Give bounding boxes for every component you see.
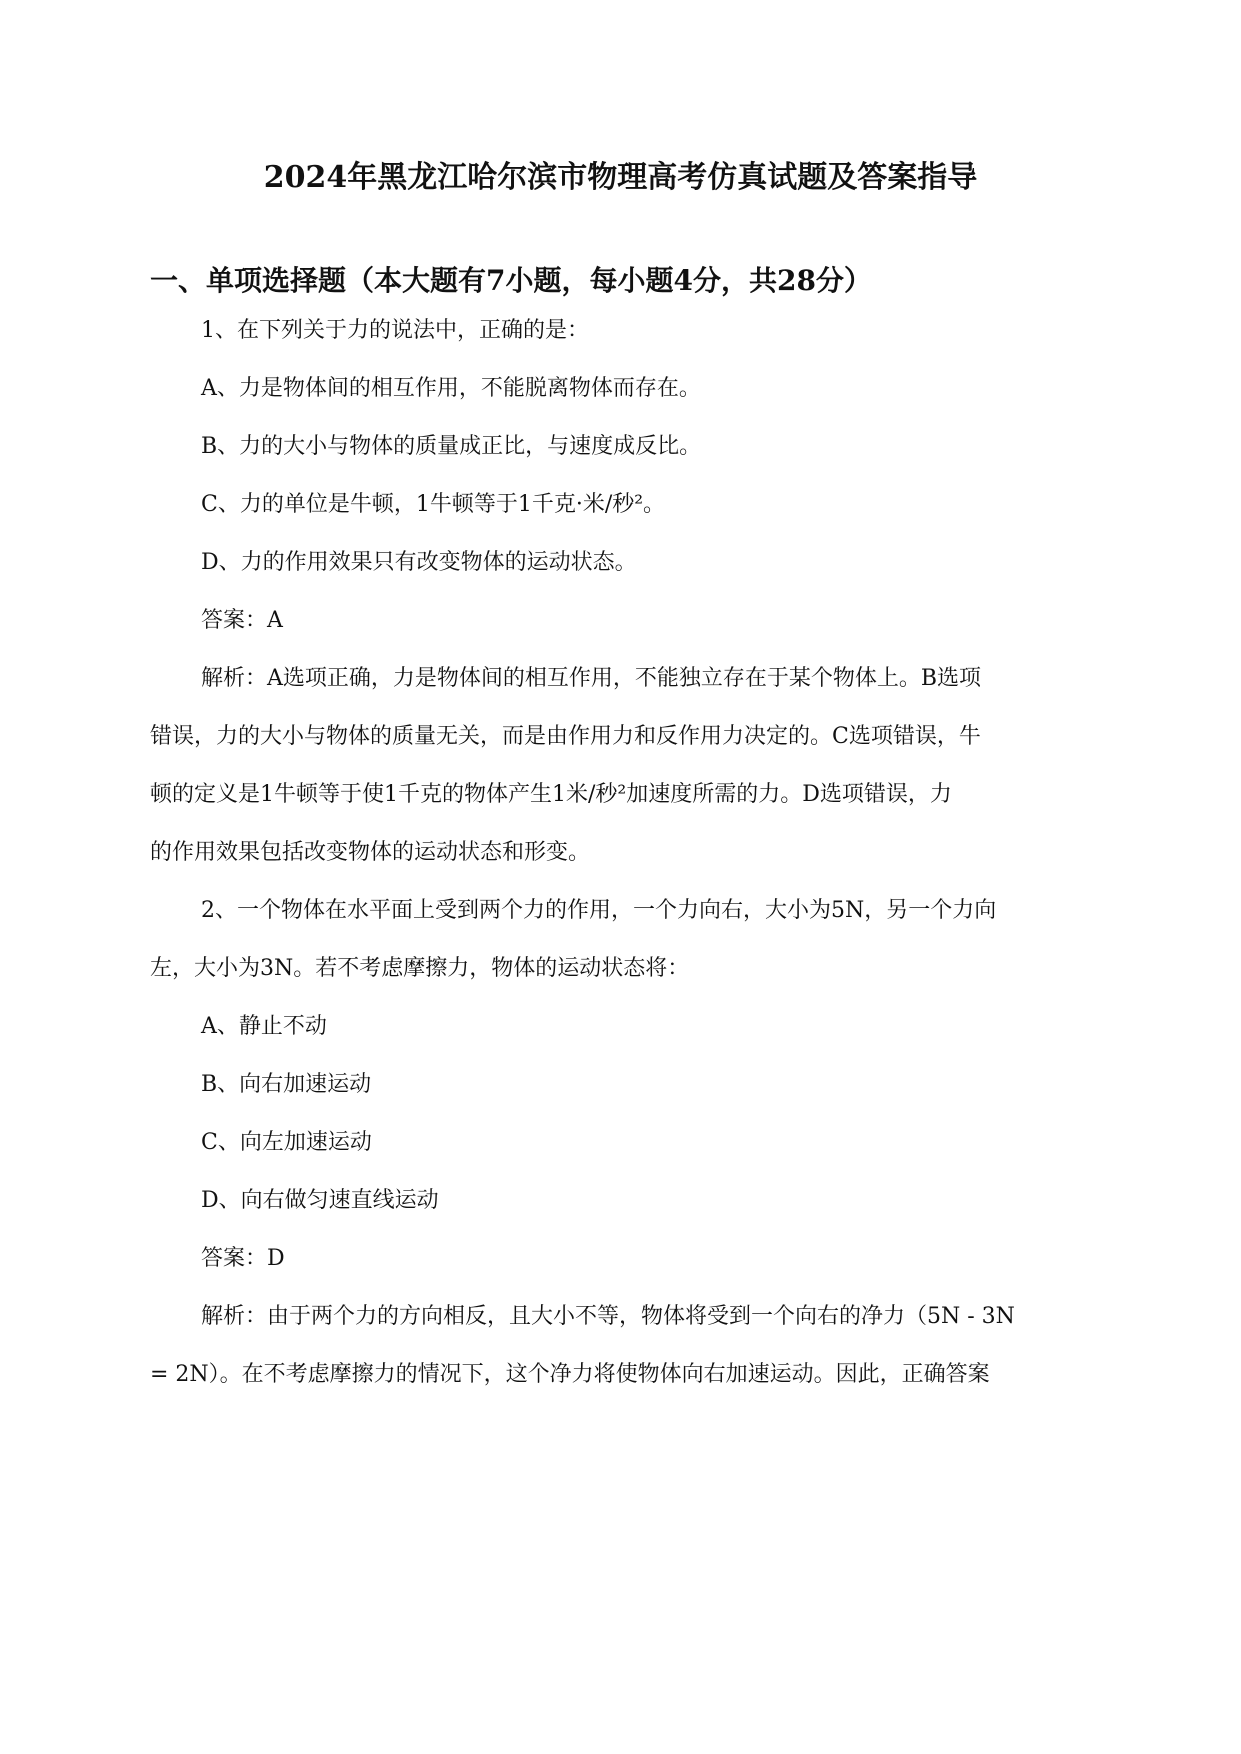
- question-2-option-b: B、向右加速运动: [201, 1072, 372, 1097]
- question-2-option-a: A、静止不动: [201, 1014, 327, 1039]
- question-1-option-c: C、力的单位是牛顿，1牛顿等于1千克·米/秒²。: [201, 492, 666, 517]
- question-2-option-c: C、向左加速运动: [201, 1130, 372, 1155]
- question-2-answer: 答案：D: [201, 1246, 285, 1271]
- question-1-analysis-line: 的作用效果包括改变物体的运动状态和形变。: [150, 840, 591, 865]
- section-heading: 一、单项选择题（本大题有7小题，每小题4分，共28分）: [150, 264, 872, 297]
- question-1-option-b: B、力的大小与物体的质量成正比，与速度成反比。: [201, 434, 702, 459]
- document-title: 2024年黑龙江哈尔滨市物理高考仿真试题及答案指导: [263, 160, 978, 195]
- question-2-stem: 左，大小为3N。若不考虑摩擦力，物体的运动状态将：: [150, 956, 690, 981]
- question-2-option-d: D、向右做匀速直线运动: [201, 1188, 439, 1213]
- question-2-stem: 2、一个物体在水平面上受到两个力的作用，一个力向右，大小为5N，另一个力向: [201, 898, 997, 923]
- question-1-analysis-line: 顿的定义是1牛顿等于使1千克的物体产生1米/秒²加速度所需的力。D选项错误，力: [150, 782, 952, 807]
- question-1-stem: 1、在下列关于力的说法中，正确的是：: [201, 318, 589, 343]
- question-2-analysis-line: = 2N）。在不考虑摩擦力的情况下，这个净力将使物体向右加速运动。因此，正确答案: [150, 1362, 990, 1387]
- question-1-option-d: D、力的作用效果只有改变物体的运动状态。: [201, 550, 637, 575]
- question-2-analysis-line: 解析：由于两个力的方向相反，且大小不等，物体将受到一个向右的净力（5N - 3N: [201, 1304, 1015, 1329]
- question-1-option-a: A、力是物体间的相互作用，不能脱离物体而存在。: [201, 376, 701, 401]
- question-1-analysis-line: 解析：A选项正确，力是物体间的相互作用，不能独立存在于某个物体上。B选项: [201, 666, 982, 691]
- question-1-answer: 答案：A: [201, 608, 283, 633]
- question-1-analysis-line: 错误，力的大小与物体的质量无关，而是由作用力和反作用力决定的。C选项错误，牛: [150, 724, 981, 749]
